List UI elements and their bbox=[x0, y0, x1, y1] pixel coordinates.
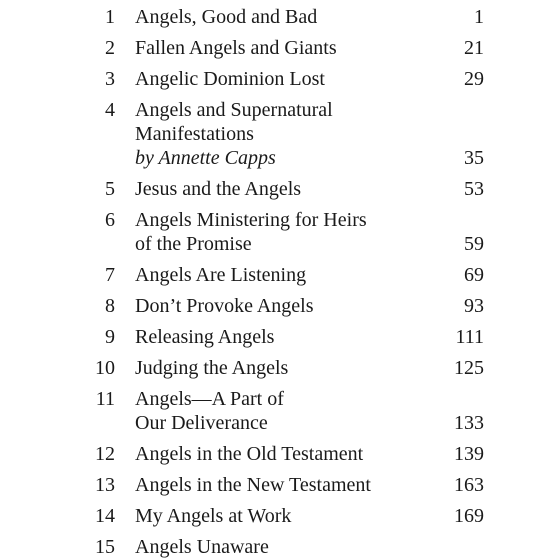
chapter-title-line: Angels Unaware bbox=[135, 536, 269, 558]
chapter-number: 12 bbox=[95, 443, 115, 465]
chapter-title-line: Angels in the New Testament bbox=[135, 474, 371, 496]
chapter-title-line: Manifestations bbox=[135, 123, 254, 145]
chapter-title bbox=[135, 356, 445, 380]
page-number: 21 bbox=[464, 37, 484, 59]
toc-entry[interactable] bbox=[0, 5, 550, 29]
page-number: 69 bbox=[464, 264, 484, 286]
chapter-title-line: Angels Are Listening bbox=[135, 264, 307, 286]
chapter-number: 13 bbox=[95, 474, 115, 496]
page-number: 53 bbox=[464, 178, 484, 200]
toc-entry[interactable] bbox=[0, 473, 550, 497]
toc-entry[interactable] bbox=[0, 535, 550, 559]
page-number: 35 bbox=[464, 147, 484, 169]
toc-entry[interactable] bbox=[0, 356, 550, 380]
chapter-number: 9 bbox=[105, 326, 115, 348]
chapter-title bbox=[135, 5, 445, 29]
page-number: 29 bbox=[464, 68, 484, 90]
chapter-number: 4 bbox=[105, 99, 115, 121]
chapter-title bbox=[135, 325, 445, 349]
chapter-title-line: of the Promise bbox=[135, 233, 252, 255]
chapter-number: 3 bbox=[105, 68, 115, 90]
toc-entry[interactable] bbox=[0, 294, 550, 318]
chapter-number: 7 bbox=[105, 264, 115, 286]
toc-entry[interactable] bbox=[0, 263, 550, 287]
toc-entry[interactable] bbox=[0, 387, 550, 435]
chapter-title bbox=[135, 442, 445, 466]
chapter-title-line: Angels and Supernatural bbox=[135, 99, 333, 121]
page-number: 93 bbox=[464, 295, 484, 317]
page-number: 133 bbox=[454, 412, 484, 434]
chapter-title-line: Angels, Good and Bad bbox=[135, 6, 318, 28]
chapter-title bbox=[135, 294, 445, 318]
toc-entry[interactable] bbox=[0, 36, 550, 60]
chapter-number: 10 bbox=[95, 357, 115, 379]
chapter-title bbox=[135, 387, 445, 435]
page-number: 163 bbox=[454, 474, 484, 496]
toc-entry[interactable] bbox=[0, 67, 550, 91]
chapter-title-line: Angelic Dominion Lost bbox=[135, 68, 325, 90]
chapter-title-line: Jesus and the Angels bbox=[135, 178, 302, 200]
chapter-title-line: Don’t Provoke Angels bbox=[135, 295, 314, 317]
chapter-number: 8 bbox=[105, 295, 115, 317]
chapter-title-line: Fallen Angels and Giants bbox=[135, 37, 337, 59]
chapter-title bbox=[135, 504, 445, 528]
toc-entry[interactable] bbox=[0, 504, 550, 528]
chapter-title bbox=[135, 473, 445, 497]
chapter-number: 6 bbox=[105, 209, 115, 231]
chapter-title-line: Angels in the Old Testament bbox=[135, 443, 364, 465]
chapter-title bbox=[135, 98, 445, 170]
chapter-title bbox=[135, 36, 445, 60]
chapter-number: 15 bbox=[95, 536, 115, 558]
page-number: 1 bbox=[474, 6, 484, 28]
page-number: 59 bbox=[464, 233, 484, 255]
chapter-number: 5 bbox=[105, 178, 115, 200]
chapter-title-line: Releasing Angels bbox=[135, 326, 275, 348]
chapter-title-line: Angels—A Part of bbox=[135, 388, 284, 410]
page-number: 111 bbox=[455, 326, 484, 348]
chapter-title-line: Angels Ministering for Heirs bbox=[135, 209, 367, 231]
page-number: 139 bbox=[454, 443, 484, 465]
page-number: 125 bbox=[454, 357, 484, 379]
page-number: 169 bbox=[454, 505, 484, 527]
chapter-title bbox=[135, 177, 445, 201]
toc-entry[interactable] bbox=[0, 208, 550, 256]
toc-entry[interactable] bbox=[0, 325, 550, 349]
chapter-number: 2 bbox=[105, 37, 115, 59]
chapter-title-line: My Angels at Work bbox=[135, 505, 292, 527]
toc-entry[interactable] bbox=[0, 442, 550, 466]
chapter-title-line: Judging the Angels bbox=[135, 357, 289, 379]
chapter-number: 14 bbox=[95, 505, 115, 527]
chapter-title bbox=[135, 208, 445, 256]
toc-entry[interactable] bbox=[0, 177, 550, 201]
chapter-title bbox=[135, 535, 445, 559]
chapter-title-line: Our Deliverance bbox=[135, 412, 268, 434]
chapter-number: 1 bbox=[105, 6, 115, 28]
chapter-author-byline: by Annette Capps bbox=[135, 147, 276, 169]
chapter-title bbox=[135, 263, 445, 287]
chapter-title bbox=[135, 67, 445, 91]
table-of-contents bbox=[0, 5, 550, 559]
chapter-number: 11 bbox=[95, 388, 115, 410]
toc-entry[interactable] bbox=[0, 98, 550, 170]
